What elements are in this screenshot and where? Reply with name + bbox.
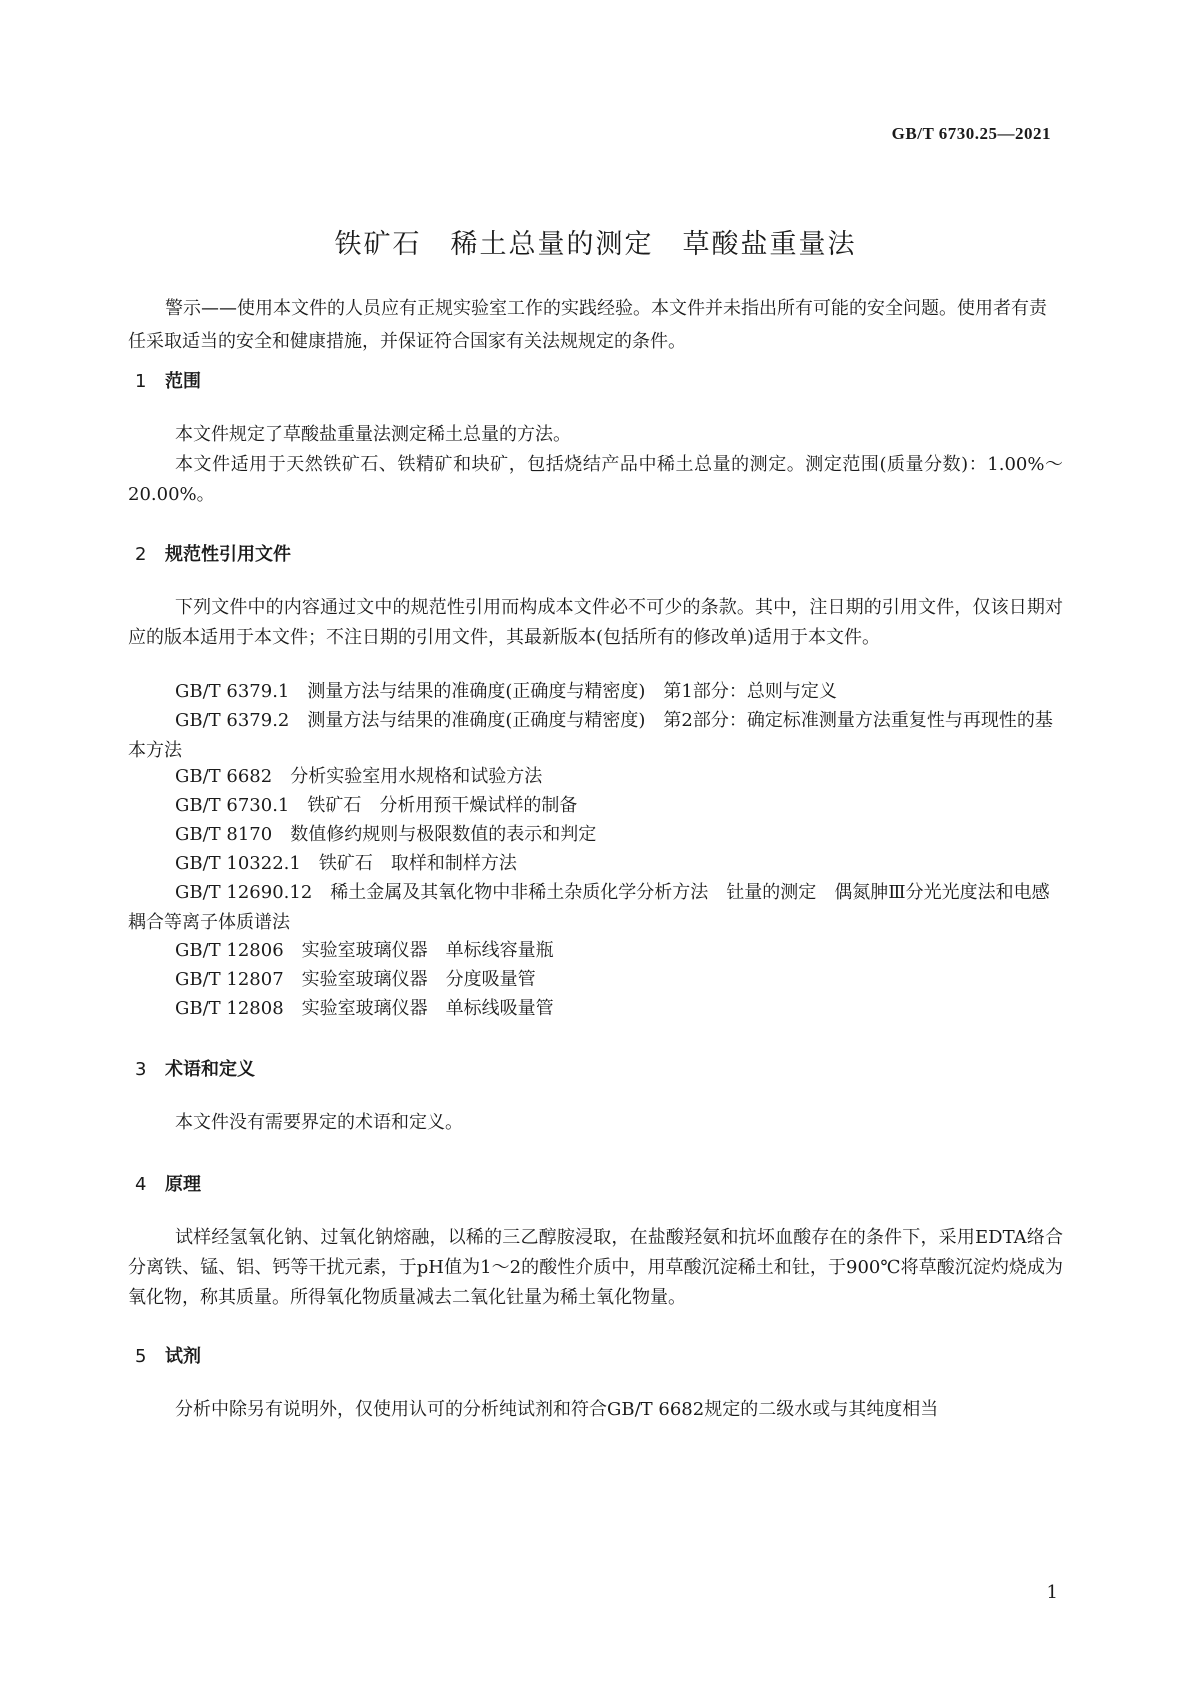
document-title: 铁矿石 稀土总量的测定 草酸盐重量法 <box>334 229 857 260</box>
warning-notice: 警示——使用本文件的人员应有正规实验室工作的实践经验。本文件并未指出所有可能的安全问题。使用者有责任采取适当的安全和健康措施，并保证符合国家有关法规规定的条件。 <box>128 298 1047 352</box>
section-heading-normative <box>135 540 291 566</box>
standard-code: GB/T 6730.25—2021 <box>891 124 1051 143</box>
section-number: 5 <box>135 1346 147 1367</box>
section-title: 术语和定义 <box>165 1059 255 1080</box>
principle-paragraph: 试样经氢氧化钠、过氧化钠熔融，以稀的三乙醇胺浸取，在盐酸羟氨和抗坏血酸存在的条件下，采用EDTA络合分离铁、锰、铝、钙等干扰元素，于pH值为1～2的酸性介质中，用草酸沉淀稀土和钍，于900℃将草酸沉淀灼烧成为氧化物，称其质量。所得氧化物质量减去二氧化钍量为稀土氧化物量。 <box>128 1227 1063 1308</box>
section-heading-principle <box>135 1170 201 1196</box>
section-number: 3 <box>135 1059 147 1080</box>
section-heading-terms <box>135 1055 255 1081</box>
section-heading-scope <box>135 367 201 393</box>
scope-paragraph-2: 本文件适用于天然铁矿石、铁精矿和块矿，包括烧结产品中稀土总量的测定。测定范围(质量分数)：1.00%～20.00%。 <box>128 454 1063 505</box>
section-heading-reagents <box>135 1342 201 1368</box>
reference-item: GB/T 8170 数值修约规则与极限数值的表示和判定 <box>175 824 597 845</box>
reference-item: GB/T 6379.1 测量方法与结果的准确度(正确度与精密度) 第1部分：总则与定义 <box>175 681 837 702</box>
reference-item: GB/T 12690.12 稀土金属及其氧化物中非稀土杂质化学分析方法 钍量的测定 偶氮胂Ⅲ分光光度法和电感耦合等离子体质谱法 <box>128 882 1050 933</box>
reference-item: GB/T 6730.1 铁矿石 分析用预干燥试样的制备 <box>175 795 578 816</box>
reference-item: GB/T 6682 分析实验室用水规格和试验方法 <box>175 766 543 787</box>
reference-item: GB/T 6379.2 测量方法与结果的准确度(正确度与精密度) 第2部分：确定标准测量方法重复性与再现性的基本方法 <box>128 710 1053 761</box>
scope-paragraph-1: 本文件规定了草酸盐重量法测定稀土总量的方法。 <box>175 424 571 445</box>
section-title: 规范性引用文件 <box>165 544 291 565</box>
reference-item: GB/T 12808 实验室玻璃仪器 单标线吸量管 <box>175 998 554 1019</box>
reagents-paragraph: 分析中除另有说明外，仅使用认可的分析纯试剂和符合GB/T 6682规定的二级水或与其纯度相当 <box>175 1399 939 1420</box>
section-number: 2 <box>135 544 147 565</box>
section-number: 1 <box>135 371 147 392</box>
section-title: 范围 <box>165 371 201 392</box>
page-number: 1 <box>1046 1582 1058 1603</box>
terms-paragraph: 本文件没有需要界定的术语和定义。 <box>175 1112 463 1133</box>
section-title: 原理 <box>165 1174 201 1195</box>
section-number: 4 <box>135 1174 147 1195</box>
reference-item: GB/T 10322.1 铁矿石 取样和制样方法 <box>175 853 517 874</box>
reference-item: GB/T 12807 实验室玻璃仪器 分度吸量管 <box>175 969 536 990</box>
normative-intro: 下列文件中的内容通过文中的规范性引用而构成本文件必不可少的条款。其中，注日期的引用文件，仅该日期对应的版本适用于本文件；不注日期的引用文件，其最新版本(包括所有的修改单)适用于本文件。 <box>128 597 1063 648</box>
section-title: 试剂 <box>165 1346 201 1367</box>
reference-item: GB/T 12806 实验室玻璃仪器 单标线容量瓶 <box>175 940 554 961</box>
